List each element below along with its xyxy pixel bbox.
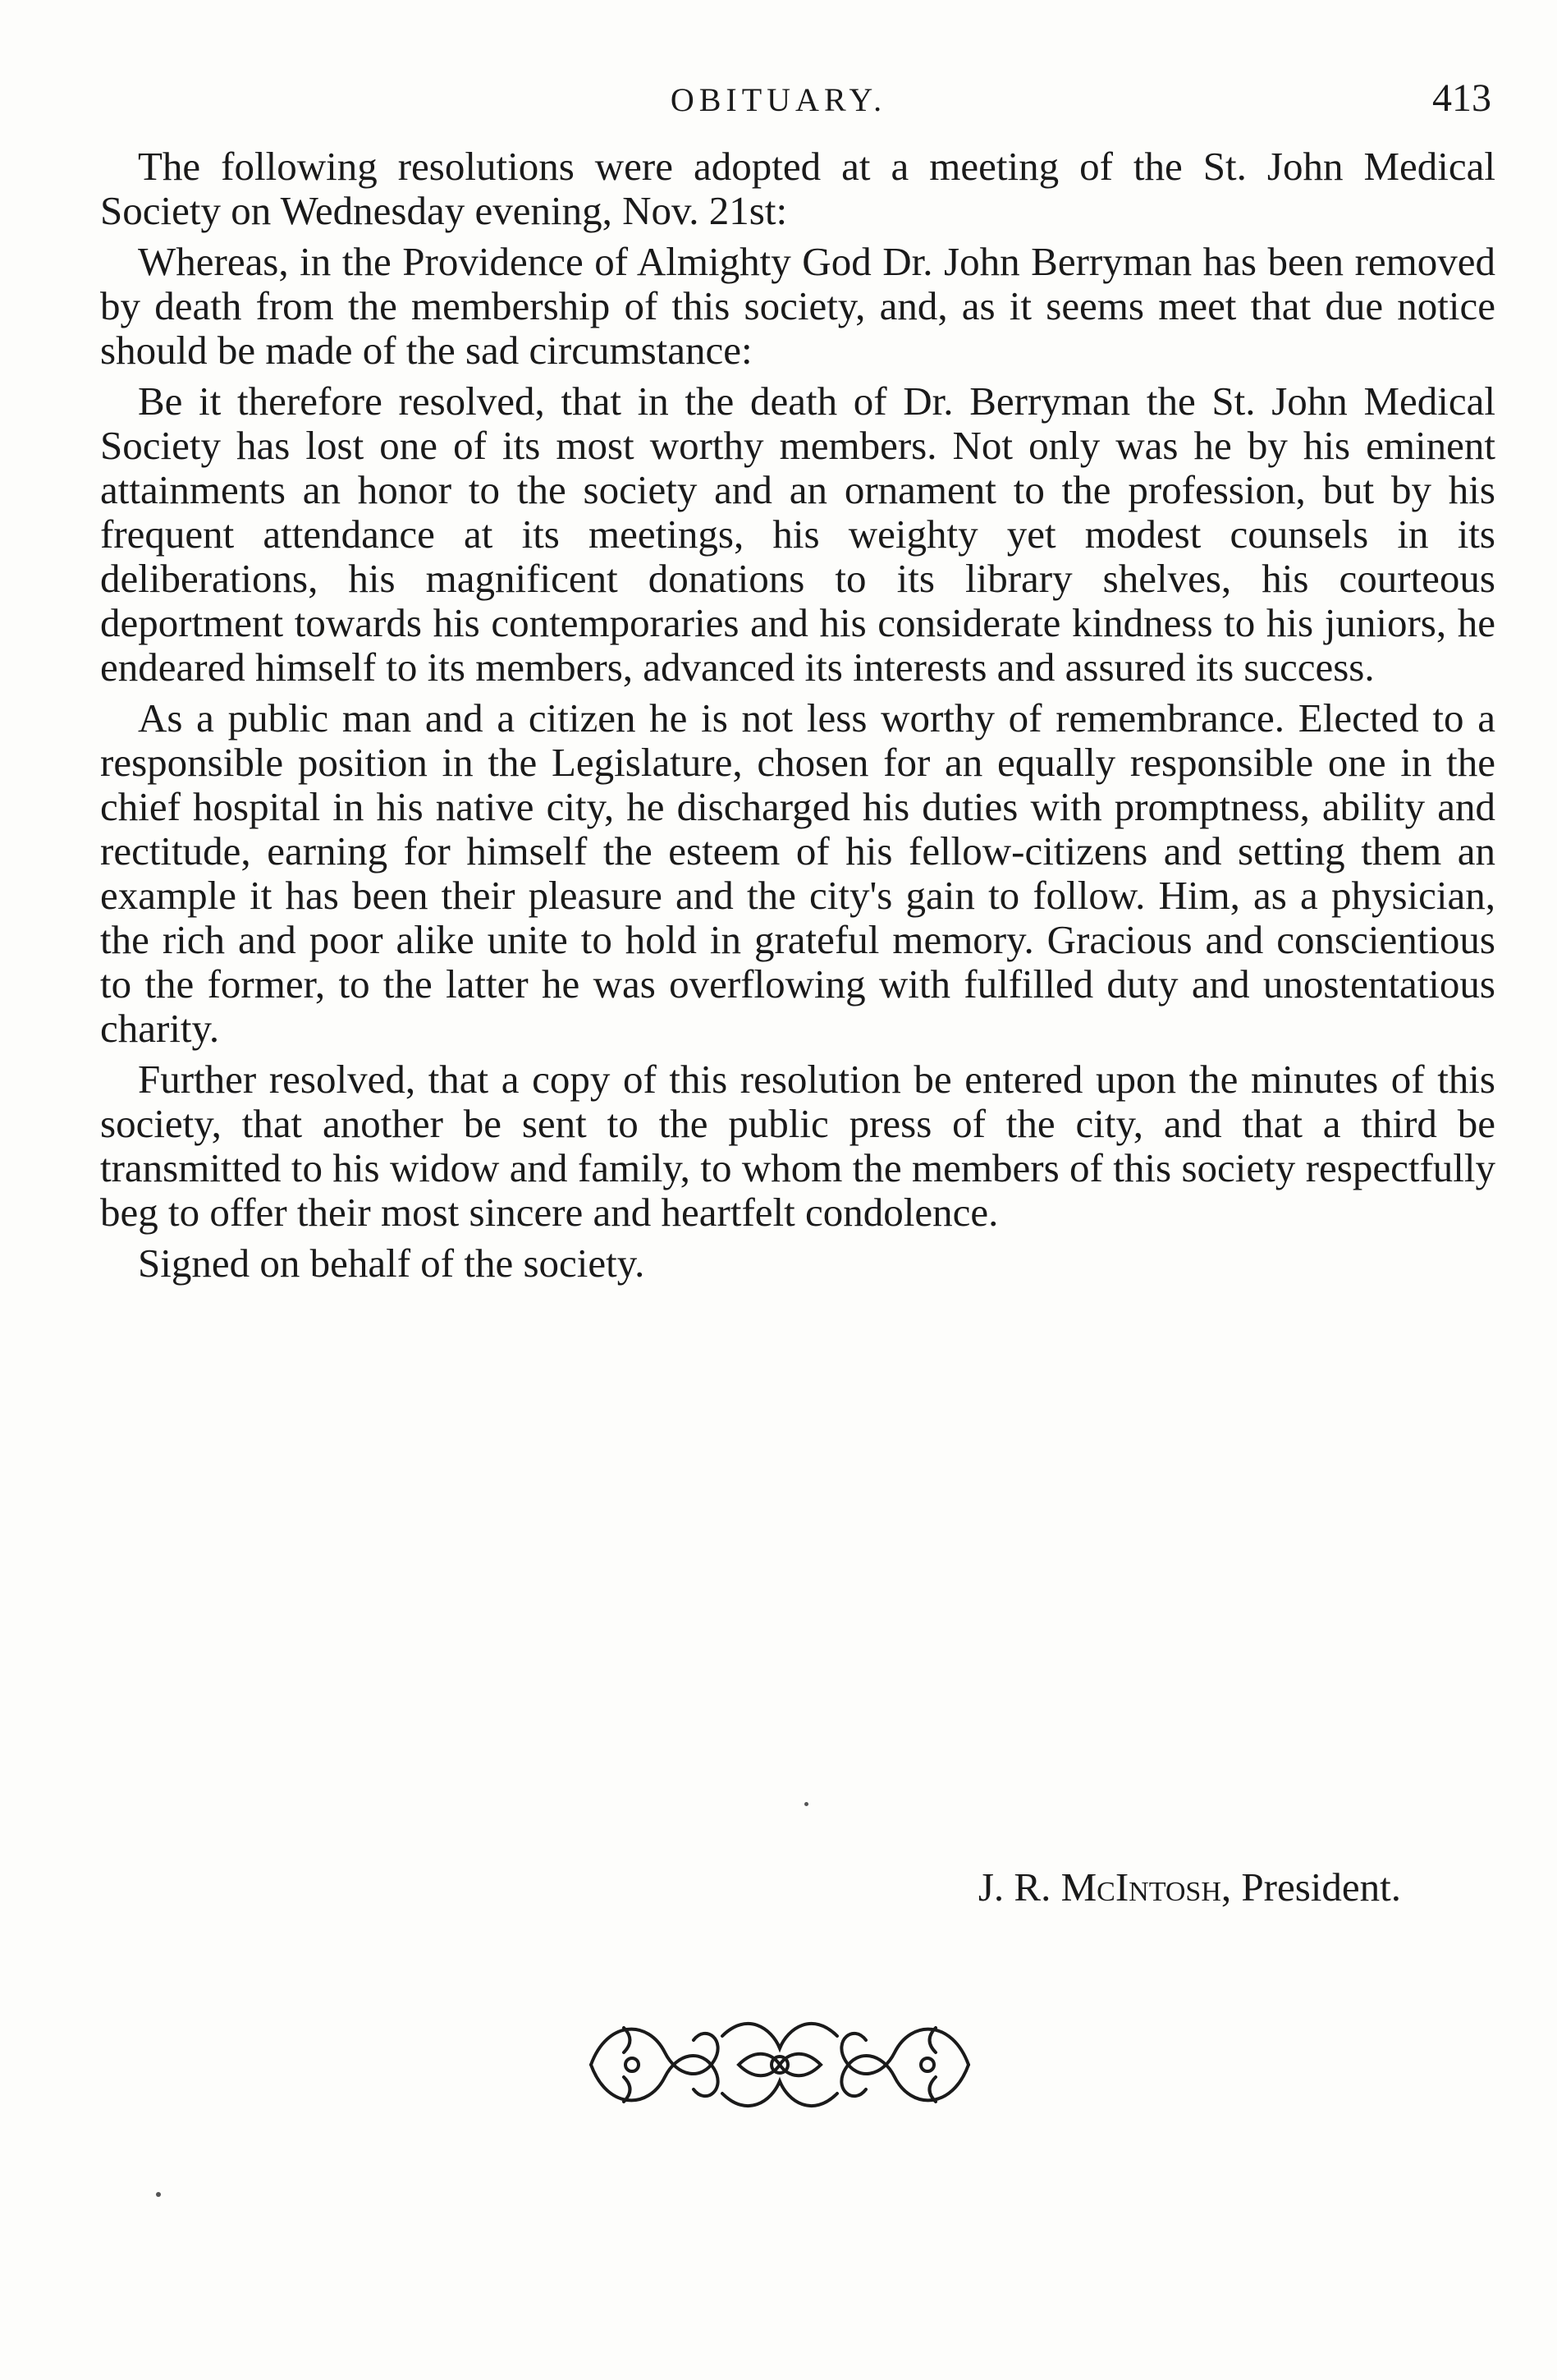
further-resolved-paragraph: Further resolved, that a copy of this resolution be entered upon the minutes of this society, that another be sent to the public press of the city, and that a third be transmitted to his widow and family, to whom the members of this society respectfully beg to offer their most sincere and heartfelt condolence. — [100, 1057, 1495, 1235]
intro-paragraph: The following resolutions were adopted at a meeting of the St. John Medical Society on Wednesday evening, Nov. 21st: — [100, 144, 1495, 233]
signature — [978, 1864, 1401, 1910]
whereas-paragraph: Whereas, in the Providence of Almighty God Dr. John Berryman has been removed by death from the membership of this society, and, as it seems meet that due notice should be made of the sad circumstance: — [100, 239, 1495, 373]
print-speck — [804, 1802, 808, 1806]
print-speck — [156, 2192, 161, 2197]
page-number: 413 — [1432, 76, 1491, 120]
article-body — [100, 144, 1495, 1286]
signed-line: Signed on behalf of the society. — [138, 1240, 645, 1286]
resolution-paragraph: Be it therefore resolved, that in the death of Dr. Berryman the St. John Medical Society has lost one of its most worthy members. Not only was he by his eminent attainments an honor to the society and an ornament to the profession, but by his frequent attendance at its meetings, his weighty yet modest counsels in its deliberations, his magnificent donations to its library shelves, his courteous deportment towards his contemporaries and his considerate kindness to his juniors, he endeared himself to its members, advanced its interests and assured its success. — [100, 378, 1495, 690]
signature-initials: J. R. — [978, 1864, 1051, 1910]
citizen-paragraph: As a public man and a citizen he is not less worthy of remembrance. Elected to a responsible position in the Legislature, chosen for an equally responsible one in the chief hospital in his native city, he discharged his duties with promptness, ability and rectitude, earning for himself the esteem of his fellow-citizens and setting them an example it has been their pleasure and the city's gain to follow. Him, as a physician, the rich and poor alike unite to hold in grateful memory. Gracious and conscientious to the former, to the latter he was overflowing with fulfilled duty and unostentatious charity. — [100, 695, 1495, 1051]
signature-surname: McIntosh — [1060, 1864, 1221, 1910]
ornament-icon — [575, 2003, 985, 2126]
running-head — [0, 72, 1557, 122]
running-title: OBITUARY. — [670, 81, 887, 118]
signature-title: , President. — [1220, 1864, 1401, 1910]
